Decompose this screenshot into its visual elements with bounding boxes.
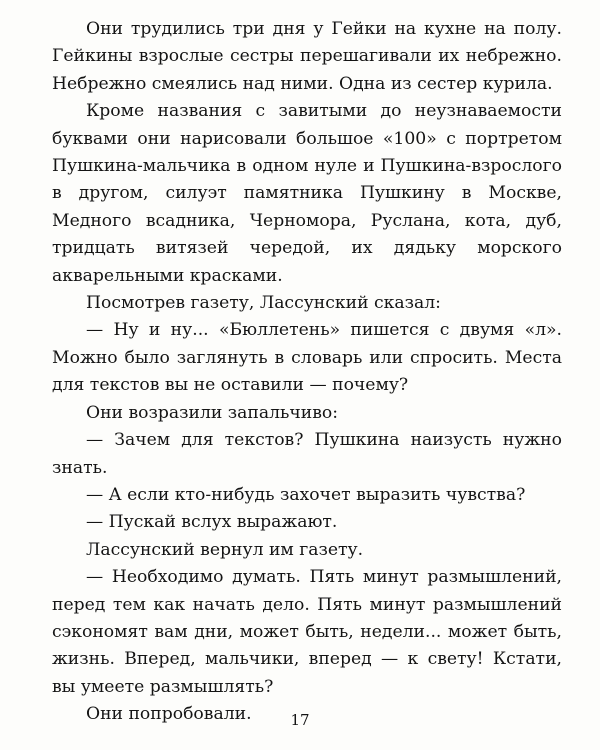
dialogue-line: — Необходимо думать. Пять минут размышлений, перед тем как начать дело. Пять минут размышлений сэкономят вам дни, может быть, недели... может быть, жизнь. Вперед, мальчики, вперед — к свету! Кстати, вы умеете размышлять? <box>52 567 562 697</box>
dialogue-line: — Пускай вслух выражают. <box>86 512 338 533</box>
page-number: 17 <box>290 711 310 729</box>
dialogue-line: — А если кто-нибудь захочет выразить чувства? <box>86 484 526 505</box>
paragraph: Кроме названия с завитыми до неузнаваемости буквами они нарисовали большое «100» с портретом Пушкина-мальчика в одном нуле и Пушкина-взрослого в другом, силуэт памятника Пушкину в Москве, Медного всадника, Черномора, Руслана, кота, дуб, тридцать витязей чередой, их дядьку морского акварельными красками. <box>52 101 562 286</box>
dialogue-line: — Зачем для текстов? Пушкина наизусть нужно знать. <box>52 430 562 478</box>
dialogue-line: — Ну и ну... «Бюллетень» пишется с двумя «л». Можно было заглянуть в словарь или спросить. Места для текстов вы не оставили — почему? <box>52 320 562 396</box>
paragraph: Посмотрев газету, Лассунский сказал: <box>86 293 441 314</box>
paragraph: Лассунский вернул им газету. <box>86 539 364 560</box>
paragraph: Они трудились три дня у Гейки на кухне на полу. Гейкины взрослые сестры перешагивали их небрежно. Небрежно смеялись над ними. Одна из сестер курила. <box>52 19 562 94</box>
paragraph: Они возразили запальчиво: <box>86 402 339 423</box>
paragraph: Они попробовали. <box>86 704 252 725</box>
body-text <box>52 16 562 729</box>
